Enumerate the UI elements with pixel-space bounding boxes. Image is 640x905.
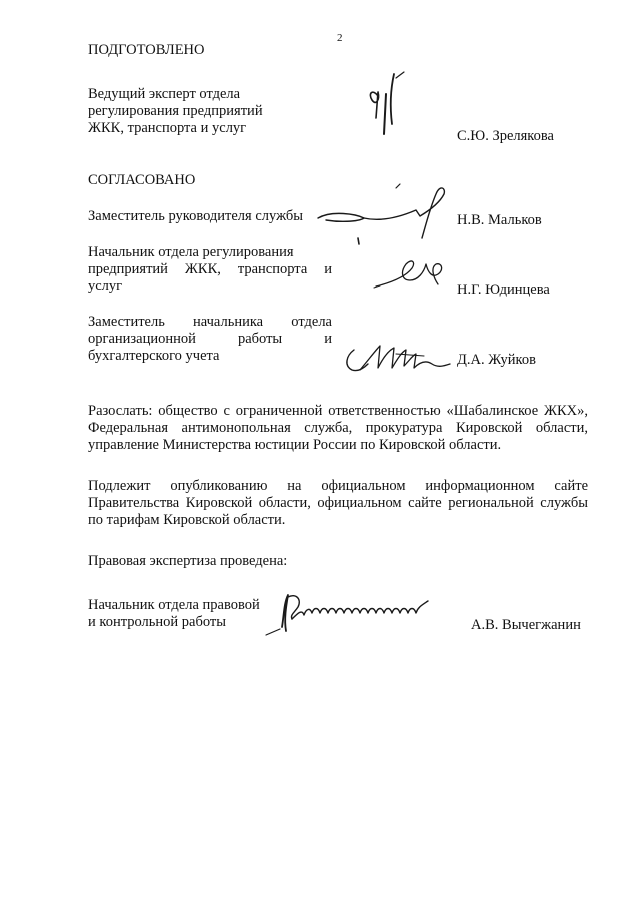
position-line: Заместитель руководителя службы: [88, 208, 304, 224]
signer-name: Н.В. Мальков: [457, 212, 542, 228]
signer-position: [88, 314, 332, 365]
page-number: 2: [337, 32, 343, 44]
position-line: услуг: [88, 278, 123, 294]
legal-review-name: А.В. Вычегжанин: [471, 617, 581, 633]
position-line: бухгалтерского учета: [88, 348, 220, 364]
prepared-name: С.Ю. Зрелякова: [457, 128, 554, 144]
publication-text: Подлежит опубликованию на официальном информационном сайте Правительства Кировской области, официальном сайте региональной службы по тарифам Кировской области.: [88, 478, 588, 528]
position-line: регулирования предприятий: [88, 103, 263, 119]
legal-review-heading: Правовая экспертиза проведена:: [88, 553, 288, 569]
position-line: ЖКК, транспорта и услуг: [88, 120, 247, 136]
prepared-position: [88, 86, 348, 137]
signature-zrelyakova: [360, 62, 420, 142]
signer-name: Н.Г. Юдинцева: [457, 282, 550, 298]
distribution-text: Разослать: общество с ограниченной ответственностью «Шабалинское ЖКХ», Федеральная антимонопольная служба, прокуратура Кировской области, управление Министерства юстиции России по Кировской области.: [88, 403, 588, 453]
position-line: Начальник отдела регулирования: [88, 244, 294, 260]
signature-vychegzhanin: [262, 585, 442, 640]
agreed-heading: СОГЛАСОВАНО: [88, 172, 196, 188]
signature-yudintseva: [372, 250, 462, 296]
position-line: организационной работы и: [88, 331, 332, 347]
position-line: предприятий ЖКК, транспорта и: [88, 261, 332, 277]
signature-zhuykov: [340, 338, 460, 378]
signer-name: Д.А. Жуйков: [457, 352, 536, 368]
position-line: Ведущий эксперт отдела: [88, 86, 241, 102]
legal-review-position: [88, 597, 288, 631]
prepared-heading: ПОДГОТОВЛЕНО: [88, 42, 205, 58]
signer-position: [88, 208, 338, 225]
signature-malkov: [312, 180, 462, 250]
signer-position: [88, 244, 332, 295]
position-line: Заместитель начальника отдела: [88, 314, 332, 330]
position-line: и контрольной работы: [88, 614, 226, 630]
position-line: Начальник отдела правовой: [88, 597, 260, 613]
